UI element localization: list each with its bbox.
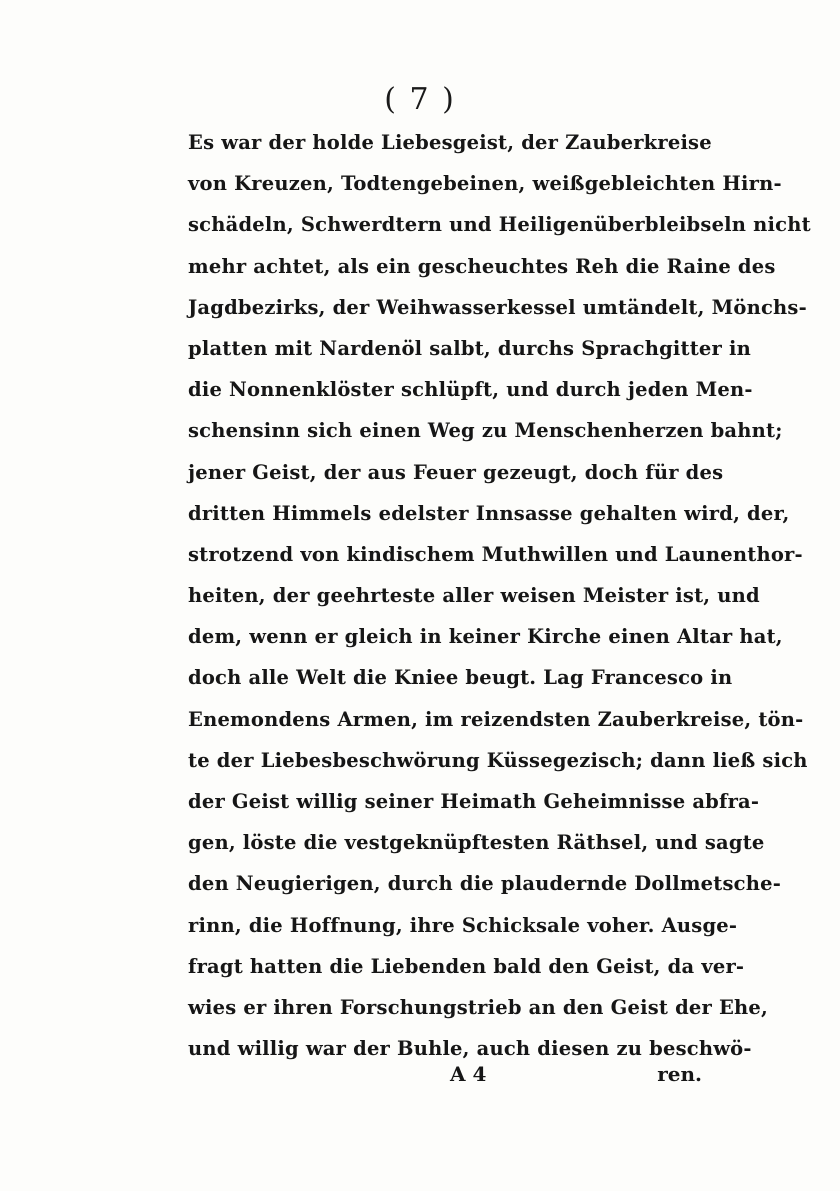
text-line: schensinn sich einen Weg zu Menschenherzen bahnt; <box>188 419 783 443</box>
signature-mark: A 4 <box>450 1062 487 1086</box>
text-line: schädeln, Schwerdtern und Heiligenüberbleibseln nicht <box>188 213 811 237</box>
text-line: rinn, die Hoffnung, ihre Schicksale voher. Ausge- <box>188 913 738 937</box>
text-line: dem, wenn er gleich in keiner Kirche einen Altar hat, <box>188 625 783 649</box>
text-line: und willig war der Buhle, auch diesen zu beschwö- <box>188 1037 752 1061</box>
text-line: doch alle Welt die Kniee beugt. Lag Francesco in <box>188 666 733 690</box>
text-line: strotzend von kindischem Muthwillen und Launenthor- <box>188 542 803 566</box>
body-text <box>188 122 811 1069</box>
page-number: ( 7 ) <box>384 82 456 117</box>
text-line: Es war der holde Liebesgeist, der Zauberkreise <box>188 131 712 154</box>
text-line: den Neugierigen, durch die plaudernde Dollmetsche- <box>188 872 781 896</box>
text-line: der Geist willig seiner Heimath Geheimnisse abfra- <box>188 790 760 813</box>
text-line: heiten, der geehrteste aller weisen Meister ist, und <box>188 584 760 608</box>
text-line: mehr achtet, als ein gescheuchtes Reh die Raine des <box>188 254 776 278</box>
text-line: dritten Himmels edelster Innsasse gehalten wird, der, <box>188 501 790 525</box>
text-line: platten mit Nardenöl salbt, durchs Sprachgitter in <box>188 336 751 360</box>
text-line: die Nonnenklöster schlüpft, und durch jeden Men- <box>188 378 753 402</box>
text-line: wies er ihren Forschungstrieb an den Geist der Ehe, <box>188 995 769 1019</box>
text-line: fragt hatten die Liebenden bald den Geist, da ver- <box>188 954 745 978</box>
text-line: gen, löste die vestgeknüpftesten Räthsel, und sagte <box>188 831 765 855</box>
text-line: te der Liebesbeschwörung Küssegezisch; dann ließ sich <box>188 748 808 772</box>
page-footer <box>188 1062 708 1098</box>
catchword: ren. <box>657 1062 702 1086</box>
text-line: jener Geist, der aus Feuer gezeugt, doch für des <box>188 460 724 484</box>
text-line: Enemondens Armen, im reizendsten Zauberkreise, tön- <box>188 707 804 731</box>
text-line: Jagdbezirks, der Weihwasserkessel umtändelt, Mönchs- <box>188 295 807 319</box>
text-line: von Kreuzen, Todtengebeinen, weißgebleichten Hirn- <box>188 172 782 196</box>
